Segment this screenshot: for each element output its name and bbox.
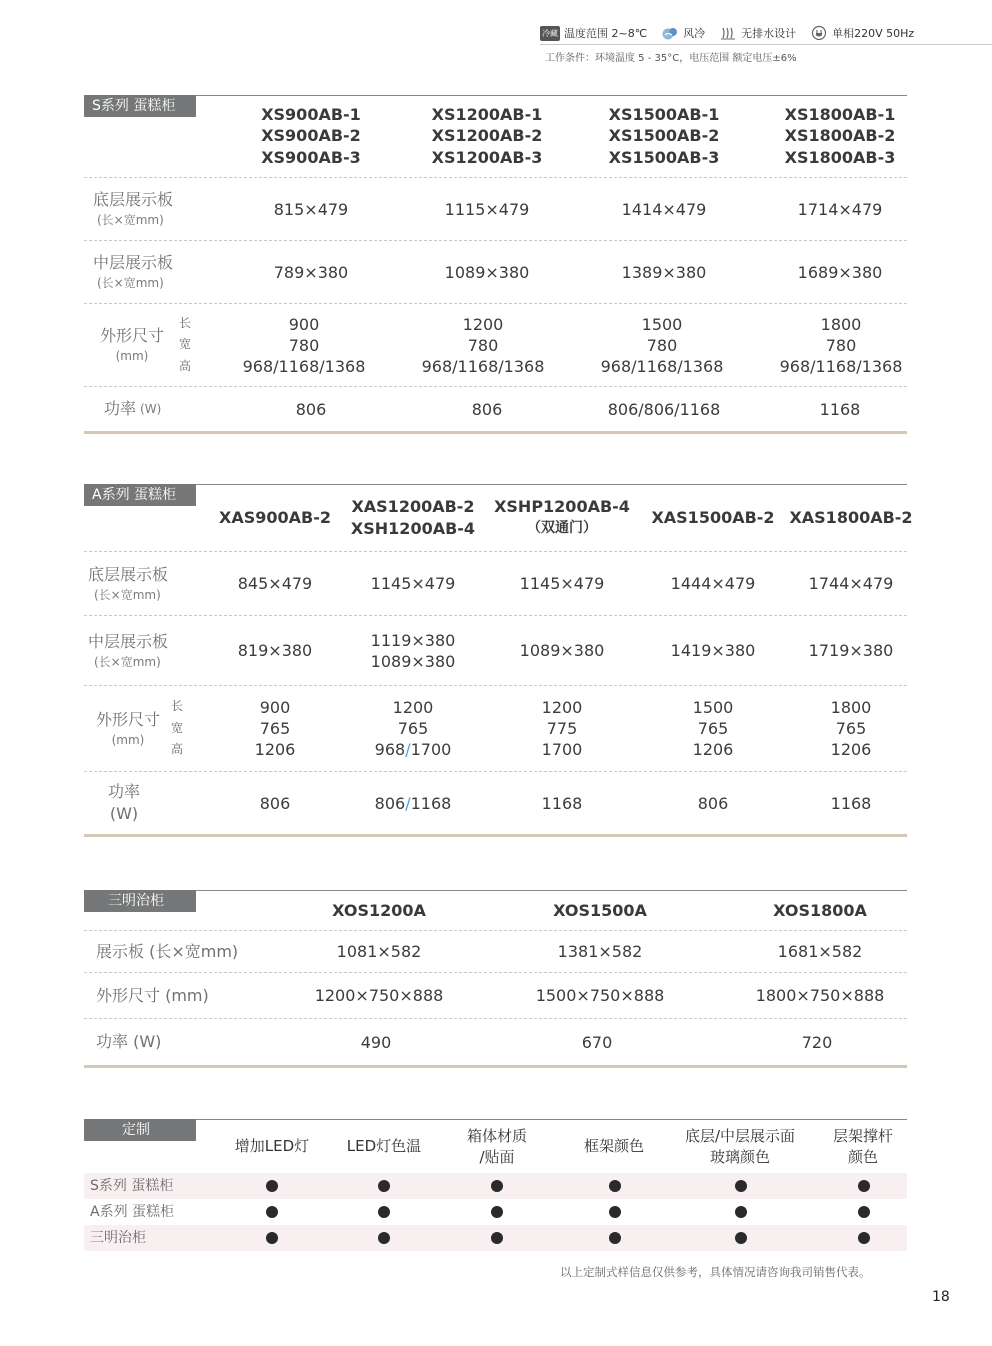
row-label: 外形尺寸 (mm) [96,985,209,1005]
value-cell: 670 [581,1032,613,1052]
s-series-header-row [84,95,907,178]
model-cell: XAS1800AB-2 [789,507,913,527]
size-cell: 1200 765 968/1700 [374,698,452,759]
a-series-table [84,484,913,840]
value-cell: 806 [295,399,327,419]
size-cell: 1200 775 1700 [541,698,583,759]
row-label: 中层展示板 (长×宽mm) [93,253,174,290]
size-cell: 900 765 1206 [254,698,296,759]
value-cell: 1389×380 [621,262,707,282]
s-series-tag: S系列 蛋糕柜 [84,95,196,117]
custom-column-header: LED灯色温 [346,1137,422,1155]
value-cell: 490 [360,1032,392,1052]
value-cell: 1689×380 [797,262,883,282]
row-label: 展示板 (长×宽mm) [96,941,239,961]
size-cell: 1800 765 1206 [830,698,872,759]
plug-icon [810,25,828,41]
a-series-tag: A系列 蛋糕柜 [84,484,196,506]
model-cell: XOS1800A [773,901,867,921]
model-cell: XS1500AB-1 XS1500AB-2 XS1500AB-3 [608,104,720,167]
supported-dot [609,1180,621,1192]
spec-divider [540,44,992,45]
supported-dot [491,1180,503,1192]
model-cell: XAS1500AB-2 [651,507,775,527]
value-cell: 1145×479 [370,574,456,593]
spec-power-label: 单相220V 50Hz [832,27,915,40]
no-drain-icon [719,25,737,41]
size-cell: 1800 780 968/1168/1368 [779,314,903,376]
supported-dot [735,1206,747,1218]
s-size-row [84,304,907,387]
s-bottom-panel-row [84,178,907,241]
size-cell: 900 780 968/1168/1368 [242,314,366,376]
model-cell: XAS1200AB-2 XSH1200AB-4 [350,497,476,538]
snowflake-badge-icon: 冷藏 [540,26,560,41]
supported-dot [609,1206,621,1218]
value-cell: 1089×380 [444,262,530,282]
supported-dot [858,1206,870,1218]
size-cell: 1200 780 968/1168/1368 [421,314,545,376]
model-cell: XS1200AB-1 XS1200AB-2 XS1200AB-3 [431,104,543,167]
footnote: 以上定制式样信息仅供参考，具体情况请咨询我司销售代表。 [560,1265,871,1279]
custom-row: A系列 蛋糕柜 [84,1199,907,1225]
sandwich-display-row [84,931,907,973]
custom-table [84,1119,907,1251]
value-cell: 1089×380 [519,641,605,660]
custom-row: S系列 蛋糕柜 [84,1173,907,1199]
supported-dot [378,1232,390,1244]
value-cell: 1719×380 [808,641,894,660]
value-cell: 1414×479 [621,199,707,219]
a-size-row [84,686,907,772]
custom-column-header: 底层/中层展示面 玻璃颜色 [684,1126,796,1166]
dimension-labels: 长 宽 高 [179,315,192,373]
a-bottom-panel-row [84,552,907,616]
value-cell: 1744×479 [808,574,894,593]
value-cell: 1681×582 [777,942,863,961]
supported-dot [858,1232,870,1244]
supported-dot [491,1232,503,1244]
custom-column-header: 层架撑杆 颜色 [832,1126,893,1166]
model-cell: XS1800AB-1 XS1800AB-2 XS1800AB-3 [784,104,896,167]
row-label: 底层展示板 (长×宽mm) [93,190,174,227]
size-cell: 1500 780 968/1168/1368 [600,314,724,376]
model-cell: XS900AB-1 XS900AB-2 XS900AB-3 [261,104,361,167]
value-cell: 1115×479 [444,199,530,219]
sandwich-size-row [84,973,907,1019]
value-cell: 806 [259,793,291,813]
supported-dot [735,1232,747,1244]
row-label: 功率 (W) [96,1032,162,1051]
a-middle-panel-row [84,616,907,686]
sandwich-header-row [84,890,907,931]
value-cell: 806/806/1168 [607,399,721,419]
value-cell: 1419×380 [670,641,756,660]
supported-dot [266,1180,278,1192]
supported-dot [858,1180,870,1192]
spec-drain [719,25,796,41]
custom-column-header: 框架颜色 [583,1137,644,1155]
row-label: 中层展示板 (长×宽mm) [88,631,169,669]
supported-dot [266,1232,278,1244]
s-power-row [84,387,907,431]
s-series-table [84,95,907,435]
value-cell: 1444×479 [670,574,756,593]
value-cell: 1500×750×888 [535,986,665,1005]
value-cell: 1168 [541,793,583,813]
model-cell: XOS1500A [553,901,647,921]
value-cell: 1119×380 1089×380 [370,630,456,671]
model-cell: XSHP1200AB-4 （双通门） [494,497,630,536]
value-cell: 1381×582 [557,942,643,961]
supported-dot [609,1232,621,1244]
spec-power [810,25,914,41]
spec-cooling-label: 风冷 [683,27,706,40]
custom-row: 三明治柜 [84,1225,907,1251]
custom-tag: 定制 [84,1119,196,1141]
spec-temperature [540,25,647,41]
value-cell: 1200×750×888 [314,986,444,1005]
sandwich-tag: 三明治柜 [84,890,196,912]
value-cell: 1168 [830,793,872,813]
value-cell: 806 [697,793,729,813]
row-label: 功率 (W) [108,782,141,823]
value-cell: 1714×479 [797,199,883,219]
spec-bar [540,22,992,44]
value-cell: 720 [801,1032,833,1052]
value-cell: 1800×750×888 [755,986,885,1005]
value-cell: 789×380 [273,262,349,282]
custom-column-header: 增加LED灯 [234,1137,310,1155]
supported-dot [378,1206,390,1218]
row-label: 底层展示板 (长×宽mm) [88,564,169,602]
a-series-header-row [84,484,913,552]
custom-column-header: 箱体材质 /贴面 [466,1126,527,1166]
model-cell: XAS900AB-2 [219,507,331,527]
value-cell: 1081×582 [336,942,422,961]
a-power-row [84,772,907,834]
value-cell: 806 [471,399,503,419]
dimension-labels: 长 宽 高 [171,699,184,757]
sandwich-table [84,890,907,1072]
size-cell: 1500 765 1206 [692,698,734,759]
supported-dot [491,1206,503,1218]
page-number: 18 [932,1289,950,1305]
sandwich-power-row [84,1019,907,1065]
spec-drain-label: 无排水设计 [741,27,797,40]
value-cell: 1145×479 [519,574,605,593]
spec-temperature-label: 温度范围 2~8℃ [564,27,648,40]
value-cell: 1168 [819,399,861,419]
row-label: 功率 (W) [104,399,162,418]
model-cell: XOS1200A [332,901,426,921]
value-cell: 819×380 [237,641,313,660]
custom-header-row [84,1119,907,1174]
value-cell: 845×479 [237,574,313,593]
fan-icon [661,25,679,41]
spec-cooling [661,25,705,41]
supported-dot [266,1206,278,1218]
working-conditions: 工作条件：环境温度 5 - 35°C，电压范围 额定电压±6% [545,53,797,64]
value-cell: 806/1168 [374,793,452,813]
row-label: 外形尺寸 (mm) [100,326,165,363]
supported-dot [735,1180,747,1192]
value-cell: 815×479 [273,199,349,219]
row-label: 外形尺寸 (mm) [96,709,161,747]
s-middle-panel-row [84,241,907,304]
supported-dot [378,1180,390,1192]
